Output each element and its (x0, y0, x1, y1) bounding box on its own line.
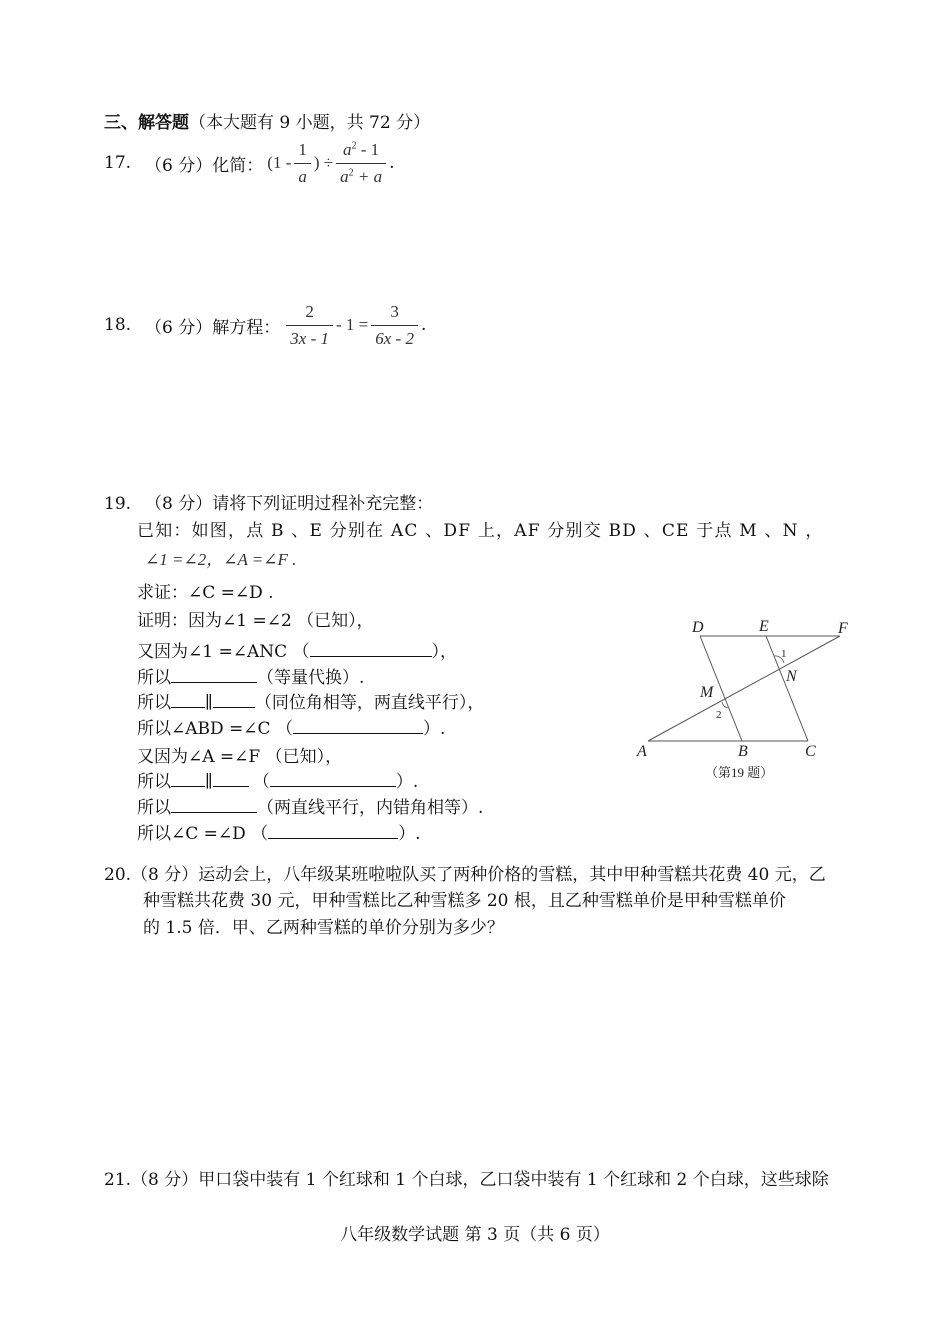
q19-figure (630, 612, 860, 787)
q19-proof-4a: 所以 (137, 693, 171, 713)
label-f: F (838, 620, 848, 637)
q20-number: 20. (104, 865, 132, 885)
q19-parallel-1: ∥ (205, 693, 213, 713)
q21-line1 (104, 1165, 829, 1190)
q19-proof-2 (137, 637, 457, 662)
q19-parallel-2: ∥ (205, 772, 213, 792)
label-d: D (692, 619, 704, 636)
q19-proof-2b: ）， (431, 642, 458, 662)
q18-left-den: 3x - 1 (290, 328, 329, 348)
q19-proof-5a: 所以∠ABD =∠C （ (137, 719, 293, 739)
q18-middle: - 1 = (336, 315, 369, 334)
q19-proof-7a: 所以 (137, 772, 171, 792)
label-c: C (805, 743, 816, 760)
question-18 (104, 302, 426, 348)
figure-caption: （第19 题） (705, 765, 774, 780)
q19-blank-reason-4[interactable] (268, 822, 398, 839)
q17-inner-den: a (298, 166, 307, 186)
q19-proof-7 (137, 767, 418, 792)
q19-blank-line-2b[interactable] (213, 770, 249, 787)
q19-proof-8a: 所以 (137, 798, 171, 818)
label-e: E (759, 618, 769, 635)
q19-proof-9 (137, 819, 421, 844)
q20-text-1: （8 分）运动会上，八年级某班啦啦队买了两种价格的雪糕，其中甲种雪糕共花费 40 元，乙 (131, 865, 826, 885)
label-a: A (637, 743, 647, 760)
q19-proof-8b: （两直线平行，内错角相等）. (257, 798, 484, 818)
q19-blank-line-2a[interactable] (171, 770, 205, 787)
q17-inner-num: 1 (294, 140, 311, 164)
q17-inner-fraction (294, 140, 311, 187)
question-17 (104, 140, 395, 186)
q17-close-div: ) ÷ (313, 153, 334, 172)
q17-den-a: a (340, 166, 349, 186)
q20-line2: 种雪糕共花费 30 元，甲种雪糕比乙种雪糕多 20 根，且乙种雪糕单价是甲种雪糕单价 (143, 891, 786, 911)
q19-proof-7b: （ (252, 772, 270, 792)
q19-proof-1: 证明：因为∠1 =∠2 （已知）， (137, 611, 374, 631)
q17-score: （6 分）化简： (145, 155, 264, 176)
q18-left-fraction (286, 302, 333, 349)
q19-number: 19. (104, 494, 132, 514)
q17-main-fraction (336, 140, 386, 187)
q18-left-num: 2 (286, 302, 333, 326)
q19-proof-6: 又因为∠A =∠F （已知）， (137, 747, 343, 767)
q19-blank-reason-3[interactable] (270, 770, 396, 787)
q17-main-num (336, 140, 386, 164)
q17-end: . (389, 153, 395, 173)
q19-proof-8 (137, 793, 483, 818)
q17-den-rest: + a (353, 166, 383, 186)
q17-num-sup: 2 (351, 139, 357, 151)
label-angle-1: 1 (781, 648, 787, 660)
q18-right-num: 3 (371, 302, 418, 326)
q19-score: （8 分）请将下列证明过程补充完整： (145, 494, 434, 514)
q17-num-rest: - 1 (356, 139, 380, 159)
q19-proof-2a: 又因为∠1 =∠ANC （ (137, 642, 310, 662)
section-heading: 三、解答题 (104, 113, 189, 133)
q19-blank-line-1b[interactable] (213, 691, 255, 708)
q21-number: 21. (104, 1170, 132, 1190)
section-note: （本大题有 9 小题，共 72 分） (189, 113, 431, 133)
q18-right-fraction (371, 302, 418, 349)
q19-blank-reason-1[interactable] (310, 640, 432, 657)
q19-proof-4b: （同位角相等，两直线平行）， (254, 693, 485, 713)
q19-proof-3b: （等量代换）. (257, 668, 365, 688)
q19-blank-reason-2[interactable] (293, 717, 423, 734)
q19-proof-3a: 所以 (137, 668, 171, 688)
section-heading-line (104, 108, 430, 133)
page-footer: 八年级数学试题 第 3 页（共 6 页） (340, 1225, 610, 1245)
label-angle-2: 2 (716, 709, 722, 721)
q19-given-line1: 已知：如图，点 B 、E 分别在 AC 、DF 上，AF 分别交 BD 、CE 于点 M 、N ， (137, 521, 824, 541)
q18-score: （6 分）解方程： (145, 317, 281, 338)
label-b: B (738, 743, 748, 760)
q19-title (104, 489, 433, 514)
q18-number: 18. (104, 315, 132, 335)
q17-number: 17. (104, 153, 132, 173)
q19-blank-line-1a[interactable] (171, 691, 205, 708)
q18-right-den: 6x - 2 (375, 328, 414, 348)
q20-line3: 的 1.5 倍．甲、乙两种雪糕的单价分别为多少？ (143, 918, 504, 938)
q17-den-sup: 2 (348, 166, 354, 178)
q18-end: . (420, 315, 427, 335)
q19-given-line2: ∠1 =∠2，∠A =∠F . (145, 550, 297, 569)
label-m: M (700, 684, 714, 701)
q17-open: (1 - (267, 153, 292, 172)
q20-line1 (104, 860, 826, 885)
q19-proof-4 (137, 688, 484, 713)
q19-proof-3 (137, 663, 364, 688)
q19-blank-angle-eq-2[interactable] (171, 796, 257, 813)
segment-ce (766, 636, 808, 741)
q17-num-a: a (343, 139, 352, 159)
q21-text-1: （8 分）甲口袋中装有 1 个红球和 1 个白球，乙口袋中装有 1 个红球和 2 个白球，这些球除 (131, 1170, 829, 1190)
q19-proof-9b: ）. (398, 824, 421, 844)
q19-proof-5 (137, 714, 445, 739)
label-n: N (786, 668, 797, 685)
q17-main-den (336, 164, 386, 187)
q19-proof-9a: 所以∠C =∠D （ (137, 824, 269, 844)
q19-blank-angle-eq[interactable] (171, 666, 257, 683)
q19-prove: 求证：∠C =∠D . (137, 583, 274, 603)
q19-proof-7c: ）. (395, 772, 419, 792)
q19-proof-5b: ）. (422, 719, 446, 739)
segment-af (648, 636, 840, 741)
